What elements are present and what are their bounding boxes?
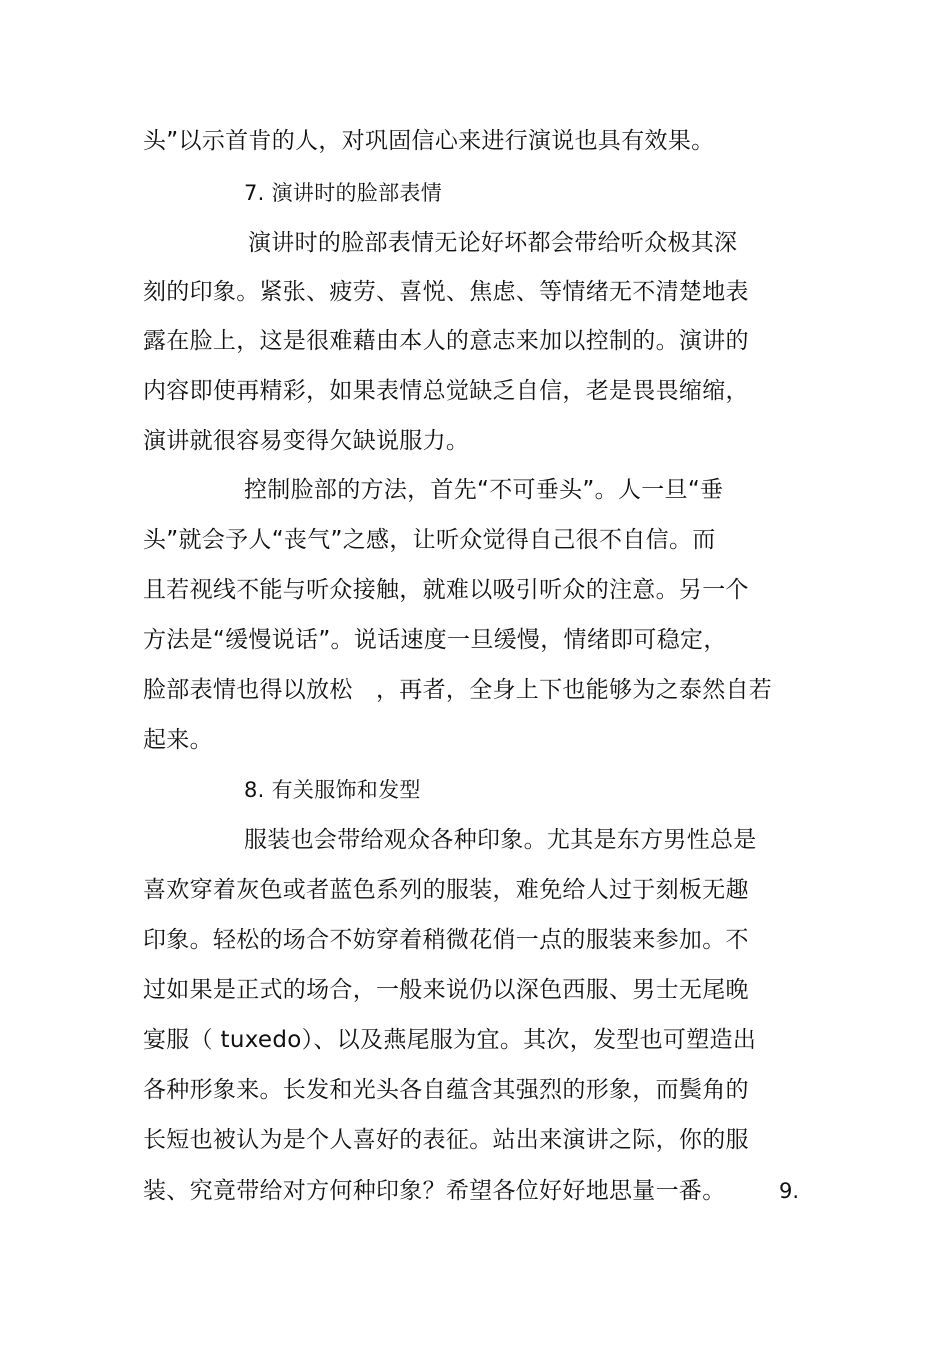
section-heading-7: 7. 演讲时的脸部表情 [244, 181, 443, 205]
paragraph-line: 头”就会予人“丧气”之感，让听众觉得自己很不自信。而 [143, 527, 716, 553]
paragraph-line: 刻的印象。紧张、疲劳、喜悦、焦虑、等情绪无不清楚地表 [143, 279, 749, 305]
paragraph-line: 演讲就很容易变得欠缺说服力。 [143, 428, 470, 454]
paragraph-line: 方法是“缓慢说话”。说话速度一旦缓慢，情绪即可稳定， [143, 627, 727, 653]
paragraph-line: 起来。 [143, 727, 213, 753]
paragraph-line: 印象。轻松的场合不妨穿着稍微花俏一点的服装来参加。不 [143, 927, 749, 953]
paragraph-line: 控制脸部的方法，首先“不可垂头”。人一旦“垂 [244, 477, 724, 503]
paragraph-line: 脸部表情也得以放松 ，再者，全身上下也能够为之泰然自若 [143, 677, 773, 703]
paragraph-line: 装、究竟带给对方何种印象？希望各位好好地思量一番。 [143, 1178, 726, 1204]
paragraph-line: 内容即使再精彩，如果表情总觉缺乏自信，老是畏畏缩缩， [143, 378, 749, 404]
paragraph-line: 演讲时的脸部表情无论好坏都会带给听众极其深 [248, 230, 738, 256]
paragraph-line: 宴服（ tuxedo）、以及燕尾服为宜。其次，发型也可塑造出 [143, 1027, 757, 1053]
paragraph-line: 露在脸上，这是很难藉由本人的意志来加以控制的。演讲的 [143, 328, 749, 354]
paragraph-line: 过如果是正式的场合，一般来说仍以深色西服、男士无尾晚 [143, 977, 749, 1003]
paragraph-line: 喜欢穿着灰色或者蓝色系列的服装，难免给人过于刻板无趣 [143, 877, 749, 903]
section-heading-8: 8. 有关服饰和发型 [244, 778, 421, 802]
paragraph-line: 头”以示首肯的人，对巩固信心来进行演说也具有效果。 [143, 128, 715, 154]
next-section-number: 9. [779, 1179, 800, 1203]
paragraph-line: 且若视线不能与听众接触，就难以吸引听众的注意。另一个 [143, 577, 749, 603]
paragraph-line: 服装也会带给观众各种印象。尤其是东方男性总是 [244, 827, 757, 853]
paragraph-line: 长短也被认为是个人喜好的表征。站出来演讲之际，你的服 [143, 1127, 749, 1153]
paragraph-line: 各种形象来。长发和光头各自蕴含其强烈的形象，而鬓角的 [143, 1077, 749, 1103]
